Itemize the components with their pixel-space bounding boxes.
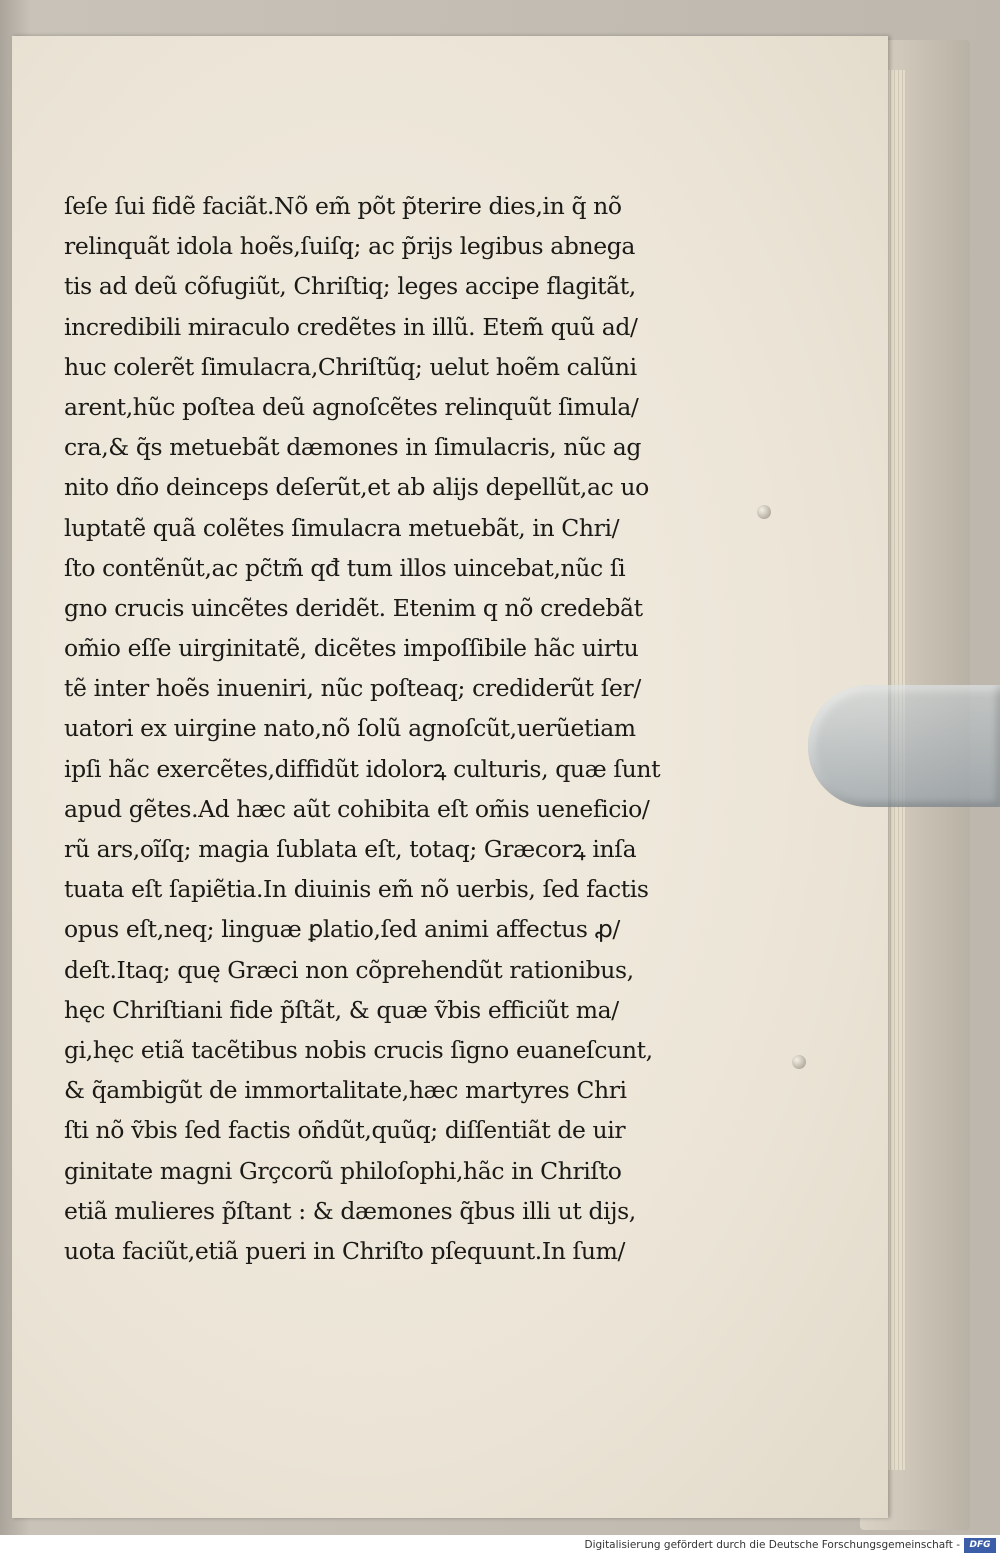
text-line: incredibili miraculo credẽtes in illũ. Etem̃ quũ ad/	[64, 312, 638, 341]
text-line: gno crucis uincẽtes deridẽt. Etenim q nõ credebãt	[64, 593, 643, 622]
text-line: huc colerẽt ſimulacra,Chriſtũq; uelut hoẽm calũni	[64, 352, 637, 381]
text-line: nito dño deinceps deſerũt,et ab alijs depellũt,ac uo	[64, 473, 649, 502]
text-line: arent,hũc poſtea deũ agnoſcẽtes relinquũt ſimula/	[64, 392, 639, 421]
text-line: ginitate magni Grçcorũ philoſophi,hãc in Chriſto	[64, 1156, 622, 1185]
text-line: tuata eſt ſapiẽtia.In diuinis em̃ nõ uerbis, ſed factis	[64, 875, 649, 904]
pin-hole	[792, 1055, 806, 1069]
text-line: etiã mulieres p̃ſtant : & dæmones q̃bus illi ut dijs,	[64, 1196, 636, 1225]
text-line: relinquãt idola hoẽs,ſuiſq; ac p̃rijs legibus abnega	[64, 232, 636, 261]
text-line: ſto contẽnũt,ac pc̃tm̃ qđ tum illos uincebat,nũc ſi	[64, 553, 626, 582]
page-holder-clip	[808, 685, 1000, 807]
text-line: tis ad deũ cõfugiũt, Chriſtiq; leges accipe flagitãt,	[64, 272, 636, 301]
text-line: gi,hęc etiã tacẽtibus nobis crucis ſigno euaneſcunt,	[64, 1035, 653, 1064]
text-line: apud gẽtes.Ad hæc aũt cohibita eſt om̃is ueneficio/	[64, 794, 650, 823]
footer-bar	[0, 1535, 1000, 1557]
text-line: ipſi hãc exercẽtes,diffidũt idolorꝝ culturis, quæ ſunt	[64, 754, 661, 783]
text-line: opus eſt,neq; linguæ ꝑlatio,ſed animi affectus ꝓ/	[64, 915, 620, 944]
text-line: & q̃ambigũt de immortalitate,hæc martyres Chri	[64, 1076, 627, 1105]
pin-hole	[757, 505, 771, 519]
text-line: cra,& q̃s metuebãt dæmones in ſimulacris, nũc ag	[64, 433, 641, 462]
text-line: om̃io eſſe uirginitatẽ, dicẽtes impoſſibile hãc uirtu	[64, 634, 639, 663]
text-line: tẽ inter hoẽs inueniri, nũc poſteaq; crediderũt ſer/	[64, 674, 641, 703]
text-line: deſt.Itaq; quę Græci non cõprehendũt rationibus,	[64, 955, 634, 984]
text-line: luptatẽ quã colẽtes ſimulacra metuebãt, in Chri/	[64, 513, 620, 542]
text-line: uota faciũt,etiã pueri in Chriſto pſequunt.In ſum/	[64, 1236, 625, 1265]
text-line: ſti nõ ṽbis ſed factis oñdũt,quũq; diſſentiãt de uir	[64, 1116, 626, 1145]
page-text	[64, 186, 714, 1271]
dfg-logo: DFG	[964, 1538, 996, 1553]
funding-credit: Digitalisierung gefördert durch die Deutsche Forschungsgemeinschaft -	[584, 1539, 960, 1551]
book-page	[12, 36, 888, 1518]
text-line: hęc Chriſtiani fide p̃ſtãt, & quæ ṽbis efficiũt ma/	[64, 995, 619, 1024]
text-line: ſeſe ſui fidẽ faciãt.Nõ em̃ põt p̃terire dies,in q̃ nõ	[64, 192, 622, 220]
text-line: uatori ex uirgine nato,nõ ſolũ agnoſcũt,uerũetiam	[64, 714, 636, 743]
text-line: rũ ars,oĩſq; magia ſublata eſt, totaq; Græcorꝝ inſa	[64, 835, 637, 863]
